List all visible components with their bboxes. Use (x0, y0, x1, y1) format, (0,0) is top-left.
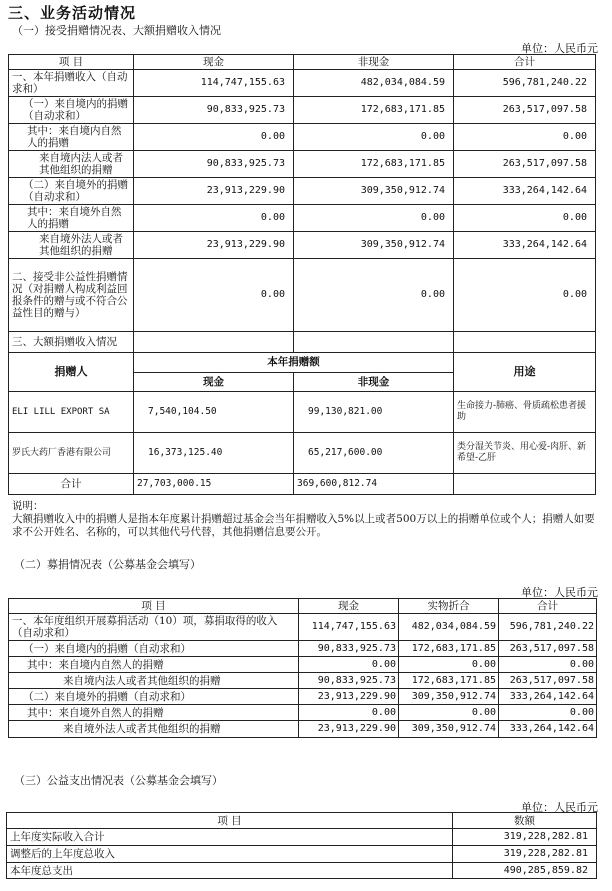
row-label: （一）来自境内的捐赠（自动求和） (9, 97, 134, 124)
header-item: 项 目 (9, 599, 299, 614)
table-header (9, 599, 597, 614)
table-row (9, 205, 596, 232)
cell-cash: 0.00 (134, 205, 294, 232)
cell-total: 263,517,097.58 (499, 641, 597, 657)
sub2-title: （二）募捐情况表（公募基金会填写） (14, 558, 201, 571)
table-row (7, 829, 597, 846)
header-total: 合计 (499, 599, 597, 614)
table-row (9, 70, 596, 97)
table-row (9, 705, 597, 721)
section-title: 三、业务活动情况 (8, 4, 137, 22)
row-label: 其中：来自境外自然人的捐赠 (9, 205, 134, 232)
header-amount: 数额 (453, 813, 597, 829)
unit-label-2: 单位：人民币元 (521, 586, 598, 599)
row-label: （二）来自境外的捐赠（自动求和） (9, 689, 299, 705)
cell-goods: 172,683,171.85 (399, 673, 499, 689)
table-header (7, 813, 597, 829)
cell-total: 333,264,142.64 (454, 178, 596, 205)
donation-table (8, 54, 596, 495)
cell-total: 333,264,142.64 (499, 721, 597, 738)
header-noncash: 非现金 (294, 372, 454, 392)
table-row (9, 124, 596, 151)
header-use: 用途 (454, 353, 596, 392)
table-row (7, 863, 597, 879)
large-row (9, 392, 596, 433)
cell-cash: 0.00 (134, 259, 294, 332)
header-goods: 实物折合 (399, 599, 499, 614)
large-row (9, 433, 596, 474)
row-label: 来自境外法人或者其他组织的捐赠 (9, 721, 299, 738)
cell-use: 生命接力-肺癌、骨质疏松患者援助 (454, 392, 596, 433)
cell-noncash: 309,350,912.74 (294, 178, 454, 205)
cell-noncash: 172,683,171.85 (294, 97, 454, 124)
header-donor: 捐赠人 (9, 353, 134, 392)
cell-cash: 16,373,125.40 (134, 433, 294, 474)
row-label: （一）来自境内的捐赠（自动求和） (9, 641, 299, 657)
row-label: （二）来自境外的捐赠（自动求和） (9, 178, 134, 205)
row-label: 二、接受非公益性捐赠情况（对捐赠人构成利益回报条件的赠与或不符合公益性目的赠与） (9, 259, 134, 332)
cell-total: 0.00 (454, 124, 596, 151)
cell-noncash: 309,350,912.74 (294, 232, 454, 259)
row-label: 本年度总支出 (7, 863, 453, 879)
table-row (9, 721, 597, 738)
table-row (9, 332, 596, 353)
header-cash: 现金 (134, 55, 294, 70)
row-label: 来自境外法人或者其他组织的捐赠 (9, 232, 134, 259)
row-label: 上年度实际收入合计 (7, 829, 453, 846)
cell-noncash: 65,217,600.00 (294, 433, 454, 474)
table-header (9, 55, 596, 70)
cell-cash: 0.00 (299, 657, 399, 673)
row-label: 其中：来自境内自然人的捐赠 (9, 657, 299, 673)
total-use (454, 474, 596, 495)
cell-total: 0.00 (499, 705, 597, 721)
cell-goods: 0.00 (399, 657, 499, 673)
cell-amount: 319,228,282.81 (453, 829, 597, 846)
table-row (9, 259, 596, 332)
cell-total: 263,517,097.58 (454, 151, 596, 178)
cell-total: 0.00 (499, 657, 597, 673)
header-total: 合计 (454, 55, 596, 70)
cell-empty (294, 332, 454, 353)
row-label: 其中：来自境内自然人的捐赠 (9, 124, 134, 151)
cell-cash: 90,833,925.73 (134, 97, 294, 124)
row-label: 来自境内法人或者其他组织的捐赠 (9, 673, 299, 689)
header-noncash: 非现金 (294, 55, 454, 70)
table-row (9, 641, 597, 657)
expense-table (6, 812, 597, 879)
fundraising-table (8, 598, 597, 738)
cell-cash: 114,747,155.63 (134, 70, 294, 97)
cell-noncash: 0.00 (294, 205, 454, 232)
cell-goods: 172,683,171.85 (399, 641, 499, 657)
header-cash: 现金 (299, 599, 399, 614)
sub3-title: （三）公益支出情况表（公募基金会填写） (14, 774, 223, 787)
table-row (9, 97, 596, 124)
header-year-amount: 本年捐赠额 (134, 353, 454, 373)
row-label: 一、本年度组织开展募捐活动（10）项，募捐取得的收入（自动求和） (9, 614, 299, 641)
table-row (9, 232, 596, 259)
table-row (9, 673, 597, 689)
cell-goods: 309,350,912.74 (399, 721, 499, 738)
cell-total: 0.00 (454, 259, 596, 332)
cell-goods: 309,350,912.74 (399, 689, 499, 705)
header-item: 项 目 (9, 55, 134, 70)
cell-cash: 114,747,155.63 (299, 614, 399, 641)
cell-cash: 0.00 (134, 124, 294, 151)
cell-noncash: 0.00 (294, 124, 454, 151)
cell-use: 类分湿关节炎、用心爱-肉肝、新希望-乙肝 (454, 433, 596, 474)
total-cash: 27,703,000.15 (134, 474, 294, 495)
note-label: 说明： (12, 500, 44, 512)
cell-total: 333,264,142.64 (499, 689, 597, 705)
table-row (9, 151, 596, 178)
cell-cash: 90,833,925.73 (299, 641, 399, 657)
unit-label-1: 单位：人民币元 (521, 42, 598, 55)
row-label: 其中：来自境外自然人的捐赠 (9, 705, 299, 721)
row-label: 一、本年捐赠收入（自动求和） (9, 70, 134, 97)
cell-cash: 23,913,229.90 (134, 178, 294, 205)
table-row (9, 614, 597, 641)
cell-amount: 490,285,859.82 (453, 863, 597, 879)
unit-label-3: 单位：人民币元 (521, 801, 598, 814)
cell-empty (454, 332, 596, 353)
cell-noncash: 99,130,821.00 (294, 392, 454, 433)
large-header-row (9, 353, 596, 373)
cell-total: 596,781,240.22 (454, 70, 596, 97)
cell-noncash: 172,683,171.85 (294, 151, 454, 178)
total-label: 合计 (9, 474, 134, 495)
cell-empty (134, 332, 294, 353)
cell-cash: 23,913,229.90 (134, 232, 294, 259)
cell-cash: 90,833,925.73 (134, 151, 294, 178)
row-label: 三、大额捐赠收入情况 (9, 332, 134, 353)
table-row (9, 657, 597, 673)
donor-name: 罗氏大药厂香港有限公司 (9, 433, 134, 474)
cell-cash: 23,913,229.90 (299, 689, 399, 705)
cell-goods: 482,034,084.59 (399, 614, 499, 641)
row-label: 来自境内法人或者其他组织的捐赠 (9, 151, 134, 178)
total-noncash: 369,600,812.74 (294, 474, 454, 495)
table-row (9, 178, 596, 205)
header-cash: 现金 (134, 372, 294, 392)
note-text: 大额捐赠收入中的捐赠人是指本年度累计捐赠超过基金会当年捐赠收入5%以上或者500万以上的捐赠单位或个人；捐赠人如要求不公开姓名、名称的，可以其他代号代替，其他捐赠信息要公开。 (12, 513, 595, 538)
cell-noncash: 482,034,084.59 (294, 70, 454, 97)
cell-amount: 319,228,282.81 (453, 846, 597, 863)
table-row (7, 846, 597, 863)
cell-total: 596,781,240.22 (499, 614, 597, 641)
donor-name: ELI LILL EXPORT SA (9, 392, 134, 433)
total-row (9, 474, 596, 495)
cell-cash: 0.00 (299, 705, 399, 721)
header-item: 项 目 (7, 813, 453, 829)
sub1-title: （一）接受捐赠情况表、大额捐赠收入情况 (12, 24, 221, 37)
table-row (9, 689, 597, 705)
cell-goods: 0.00 (399, 705, 499, 721)
cell-cash: 7,540,104.50 (134, 392, 294, 433)
cell-cash: 23,913,229.90 (299, 721, 399, 738)
cell-cash: 90,833,925.73 (299, 673, 399, 689)
cell-noncash: 0.00 (294, 259, 454, 332)
cell-total: 263,517,097.58 (499, 673, 597, 689)
cell-total: 333,264,142.64 (454, 232, 596, 259)
cell-total: 0.00 (454, 205, 596, 232)
cell-total: 263,517,097.58 (454, 97, 596, 124)
row-label: 调整后的上年度总收入 (7, 846, 453, 863)
